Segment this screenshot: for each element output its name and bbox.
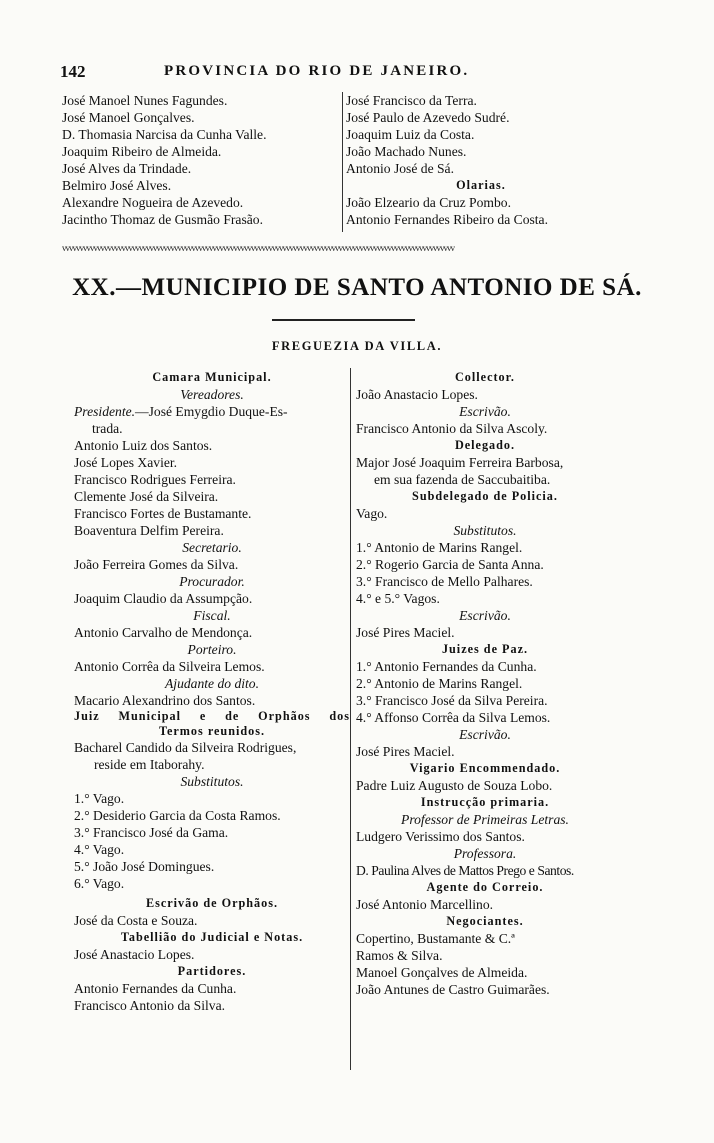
heading-escrivao: Escrivão.	[459, 608, 511, 623]
heading-tabelliao: Tabellião do Judicial e Notas.	[120, 930, 304, 944]
list-item: Alexandre Nogueira de Azevedo.	[62, 195, 244, 210]
list-item: 1.° Antonio Fernandes da Cunha.	[356, 659, 537, 674]
main-left-column	[74, 369, 350, 1014]
list-item: José Paulo de Azevedo Sudré.	[346, 110, 510, 125]
list-item: 4.° Affonso Corrêa da Silva Lemos.	[356, 710, 551, 725]
list-item: Clemente José da Silveira.	[74, 489, 219, 504]
heading-delegado: Delegado.	[454, 438, 516, 452]
list-item: José Alves da Trindade.	[62, 161, 192, 176]
heading-procurador: Procurador.	[179, 574, 245, 589]
heading-vereadores: Vereadores.	[180, 387, 244, 402]
page-number: 142	[60, 62, 86, 81]
list-item: Joaquim Claudio da Assumpção.	[74, 591, 253, 606]
heading-substitutos: Substitutos.	[180, 774, 244, 789]
municipio-title: XX.—MUNICIPIO DE SANTO ANTONIO DE SÁ.	[72, 274, 642, 301]
list-item: 3.° Francisco José da Gama.	[74, 825, 229, 840]
presidente-line	[74, 403, 350, 420]
list-item: José Francisco da Terra.	[346, 93, 477, 108]
column-divider	[350, 368, 351, 1070]
list-item: Padre Luiz Augusto de Souza Lobo.	[356, 778, 553, 793]
heading-juiz: Juiz Municipal e de Orphãos dos	[74, 709, 350, 723]
list-item: Major José Joaquim Ferreira Barbosa,	[356, 455, 564, 470]
list-item: José Anastacio Lopes.	[74, 947, 195, 962]
list-item: D. Paulina Alves de Mattos Prego e Santos.	[356, 863, 574, 878]
list-item: D. Thomasia Narcisa da Cunha Valle.	[62, 127, 267, 142]
list-item: 3.° Francisco José da Silva Pereira.	[356, 693, 548, 708]
section-heading-olarias: Olarias.	[456, 178, 506, 192]
page-header	[60, 62, 530, 82]
list-item: José Lopes Xavier.	[74, 455, 178, 470]
presidente-label: Presidente.	[74, 404, 136, 419]
column-divider	[342, 92, 343, 232]
list-item: Antonio Fernandes da Cunha.	[74, 981, 237, 996]
heading-agente-correio: Agente do Correio.	[426, 880, 544, 894]
list-item: 1.° Antonio de Marins Rangel.	[356, 540, 523, 555]
top-left-column	[62, 92, 340, 228]
presidente-name: —José Emygdio Duque-Es-	[135, 404, 288, 419]
list-item: José Pires Maciel.	[356, 744, 455, 759]
list-item: Antonio Fernandes Ribeiro da Costa.	[346, 212, 548, 227]
title-rule	[272, 319, 415, 321]
heading-partidores: Partidores.	[177, 964, 247, 978]
heading-ajudante: Ajudante do dito.	[164, 676, 259, 691]
heading-secretario: Secretario.	[182, 540, 242, 555]
ornamental-rule: vvvvvvvvvvvvvvvvvvvvvvvvvvvvvvvvvvvvvvvvvvvvvvvvvvvvvvvvvvvvvvvvvvvvvvvvvvvvvvvvvvvvvvvvvvvvvvvvvvvvvvvvvvvvvvvv	[62, 243, 454, 253]
list-item: Antonio Luiz dos Santos.	[74, 438, 213, 453]
heading-professora: Professora.	[453, 846, 517, 861]
list-item: Macario Alexandrino dos Santos.	[74, 693, 256, 708]
list-item-continuation: reside em Itaborahy.	[94, 757, 205, 772]
heading-professor: Professor de Primeiras Letras.	[401, 812, 569, 827]
list-item: João Elzeario da Cruz Pombo.	[346, 195, 511, 210]
running-title: PROVINCIA DO RIO DE JANEIRO.	[164, 63, 470, 79]
list-item: 4.° Vago.	[74, 842, 125, 857]
heading-escrivao: Escrivão.	[459, 404, 511, 419]
list-item: 3.° Francisco de Mello Palhares.	[356, 574, 533, 589]
heading-negociantes: Negociantes.	[446, 914, 524, 928]
list-item: 4.° e 5.° Vagos.	[356, 591, 440, 606]
list-item: João Antunes de Castro Guimarães.	[356, 982, 550, 997]
list-item: Ludgero Verissimo dos Santos.	[356, 829, 525, 844]
list-item: José Manoel Nunes Fagundes.	[62, 93, 228, 108]
heading-juiz-continuation: Termos reunidos.	[158, 724, 266, 738]
heading-substitutos: Substitutos.	[453, 523, 517, 538]
presidente-continuation: trada.	[92, 421, 123, 436]
list-item: Jacintho Thomaz de Gusmão Frasão.	[62, 212, 263, 227]
list-item: João Ferreira Gomes da Silva.	[74, 557, 239, 572]
list-item: José Pires Maciel.	[356, 625, 455, 640]
list-item: Antonio Carvalho de Mendonça.	[74, 625, 253, 640]
list-item: 2.° Antonio de Marins Rangel.	[356, 676, 523, 691]
list-item: Belmiro José Alves.	[62, 178, 172, 193]
list-item-continuation: em sua fazenda de Saccubaitiba.	[374, 472, 551, 487]
list-item: José Antonio Marcellino.	[356, 897, 494, 912]
list-item: João Machado Nunes.	[346, 144, 467, 159]
list-item: Francisco Fortes de Bustamante.	[74, 506, 252, 521]
list-item: Antonio José de Sá.	[346, 161, 454, 176]
list-item: Francisco Rodrigues Ferreira.	[74, 472, 236, 487]
main-right-column	[356, 369, 614, 998]
freguezia-title: FREGUEZIA DA VILLA.	[271, 339, 443, 353]
list-item: Antonio Corrêa da Silveira Lemos.	[74, 659, 265, 674]
heading-instruccao: Instrucção primaria.	[420, 795, 550, 809]
heading-vigario: Vigario Encommendado.	[409, 761, 561, 775]
list-item: Ramos & Silva.	[356, 948, 443, 963]
heading-fiscal: Fiscal.	[193, 608, 231, 623]
list-item: Vago.	[356, 506, 388, 521]
heading-escrivao-orphaos: Escrivão de Orphãos.	[145, 896, 279, 910]
list-item: 6.° Vago.	[74, 876, 125, 891]
list-item: Manoel Gonçalves de Almeida.	[356, 965, 528, 980]
list-item: 5.° João José Domingues.	[74, 859, 215, 874]
list-item: Copertino, Bustamante & C.ª	[356, 931, 515, 946]
list-item: 2.° Rogerio Garcia de Santa Anna.	[356, 557, 544, 572]
list-item: Bacharel Candido da Silveira Rodrigues,	[74, 740, 297, 755]
list-item: Joaquim Luiz da Costa.	[346, 127, 475, 142]
list-item: Boaventura Delfim Pereira.	[74, 523, 224, 538]
list-item: Joaquim Ribeiro de Almeida.	[62, 144, 222, 159]
list-item: 2.° Desiderio Garcia da Costa Ramos.	[74, 808, 281, 823]
heading-camara: Camara Municipal.	[152, 370, 272, 384]
heading-escrivao: Escrivão.	[459, 727, 511, 742]
list-item: José da Costa e Souza.	[74, 913, 198, 928]
list-item: Francisco Antonio da Silva.	[74, 998, 226, 1013]
heading-collector: Collector.	[455, 370, 515, 384]
heading-juizes-paz: Juizes de Paz.	[441, 642, 529, 656]
heading-porteiro: Porteiro.	[187, 642, 237, 657]
top-right-column	[346, 92, 616, 228]
list-item: 1.° Vago.	[74, 791, 125, 806]
list-item: João Anastacio Lopes.	[356, 387, 478, 402]
list-item: Francisco Antonio da Silva Ascoly.	[356, 421, 548, 436]
list-item: José Manoel Gonçalves.	[62, 110, 195, 125]
heading-subdelegado: Subdelegado de Policia.	[412, 489, 558, 503]
